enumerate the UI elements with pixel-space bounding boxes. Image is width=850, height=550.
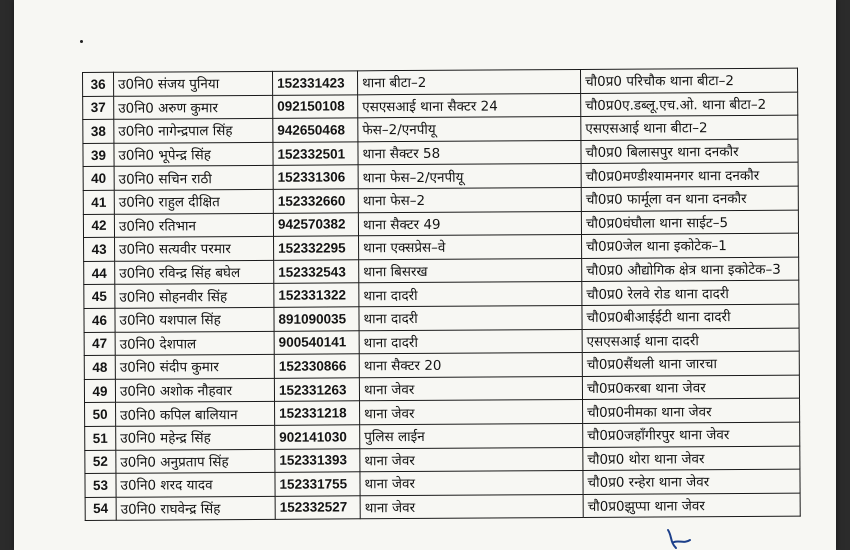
- table-row: [85, 493, 800, 521]
- serial-number-cell: 40: [83, 167, 114, 191]
- serial-number-cell: 45: [84, 285, 115, 309]
- serial-number-cell: 39: [83, 143, 114, 167]
- ink-dot: [80, 40, 83, 43]
- current-posting-cell: थाना सैक्टर 20: [359, 353, 582, 378]
- mobile-number-cell: 152332660: [273, 189, 358, 213]
- officer-name-cell: उ0नि0 राहुल दीक्षित: [114, 189, 273, 214]
- officer-name-cell: उ0नि0 संजय पुनिया: [114, 71, 273, 96]
- serial-number-cell: 53: [85, 473, 116, 497]
- serial-number-cell: 47: [84, 332, 115, 356]
- current-posting-cell: थाना जेवर: [359, 376, 582, 401]
- officer-name-cell: उ0नि0 राघवेन्द्र सिंह: [116, 496, 275, 521]
- officer-name-cell: उ0नि0 सोहनवीर सिंह: [115, 284, 274, 309]
- mobile-number-cell: 152331218: [275, 401, 360, 425]
- mobile-number-cell: 942650468: [273, 118, 358, 142]
- pen-mark: [664, 528, 694, 550]
- mobile-number-cell: 900540141: [274, 330, 359, 354]
- new-posting-cell: चौ0प्र0 औद्योगिक क्षेत्र थाना इकोटेक–3: [582, 257, 799, 282]
- serial-number-cell: 54: [85, 497, 116, 521]
- current-posting-cell: थाना फेस–2/एनपीयू: [358, 164, 581, 189]
- serial-number-cell: 51: [85, 426, 116, 450]
- current-posting-cell: थाना सैक्टर 58: [358, 140, 581, 165]
- new-posting-cell: चौ0प्र0ए.डब्लू.एच.ओ. थाना बीटा–2: [581, 92, 798, 117]
- serial-number-cell: 37: [83, 96, 114, 120]
- new-posting-cell: चौ0प्र0जेल थाना इकोटेक–1: [582, 233, 799, 258]
- officer-name-cell: उ0नि0 अरुण कुमार: [114, 95, 273, 120]
- current-posting-cell: थाना सैक्टर 49: [358, 211, 581, 236]
- serial-number-cell: 41: [83, 190, 114, 214]
- new-posting-cell: चौ0प्र0 रन्हेरा थाना जेवर: [583, 469, 800, 494]
- serial-number-cell: 46: [84, 308, 115, 332]
- current-posting-cell: थाना जेवर: [360, 447, 583, 472]
- current-posting-cell: थाना दादरी: [359, 305, 582, 330]
- current-posting-cell: थाना दादरी: [359, 282, 582, 307]
- mobile-number-cell: 942570382: [273, 212, 358, 236]
- officer-name-cell: उ0नि0 सत्यवीर परमार: [115, 236, 274, 261]
- current-posting-cell: थाना जेवर: [360, 471, 583, 496]
- document-page: [14, 0, 836, 550]
- transfer-table: [82, 68, 801, 522]
- current-posting-cell: थाना जेवर: [360, 400, 583, 425]
- current-posting-cell: फेस–2/एनपीयू: [358, 117, 581, 142]
- new-posting-cell: चौ0प्र0 थोरा थाना जेवर: [583, 446, 800, 471]
- serial-number-cell: 43: [84, 237, 115, 261]
- new-posting-cell: एसएसआई थाना बीटा–2: [581, 115, 798, 140]
- current-posting-cell: थाना बिसरख: [359, 258, 582, 283]
- new-posting-cell: चौ0प्र0बीआईईटी थाना दादरी: [582, 304, 799, 329]
- mobile-number-cell: 152332295: [274, 236, 359, 260]
- new-posting-cell: चौ0प्र0करबा थाना जेवर: [582, 375, 799, 400]
- mobile-number-cell: 152332543: [274, 260, 359, 284]
- officer-name-cell: उ0नि0 संदीप कुमार: [115, 354, 274, 379]
- mobile-number-cell: 152331423: [272, 71, 357, 95]
- new-posting-cell: चौ0प्र0झुप्पा थाना जेवर: [583, 493, 800, 518]
- mobile-number-cell: 152332501: [273, 142, 358, 166]
- officer-name-cell: उ0नि0 सचिन राठी: [114, 166, 273, 191]
- officer-name-cell: उ0नि0 महेन्द्र सिंह: [116, 425, 275, 450]
- officer-name-cell: उ0नि0 रतिभान: [114, 213, 273, 238]
- current-posting-cell: थाना दादरी: [359, 329, 582, 354]
- mobile-number-cell: 902141030: [275, 425, 360, 449]
- serial-number-cell: 44: [84, 261, 115, 285]
- new-posting-cell: चौ0प्र0मण्डीश्यामनगर थाना दनकौर: [581, 163, 798, 188]
- officer-name-cell: उ0नि0 अनुप्रताप सिंह: [116, 449, 275, 474]
- new-posting-cell: चौ0प्र0 परिचौक थाना बीटा–2: [580, 68, 797, 93]
- officer-name-cell: उ0नि0 अशोक नौहवार: [115, 378, 274, 403]
- new-posting-cell: चौ0प्र0घंघौला थाना साईट–5: [581, 210, 798, 235]
- mobile-number-cell: 152332527: [275, 495, 360, 519]
- current-posting-cell: एसएसआई थाना सैक्टर 24: [358, 93, 581, 118]
- serial-number-cell: 49: [84, 379, 115, 403]
- officer-name-cell: उ0नि0 यशपाल सिंह: [115, 307, 274, 332]
- serial-number-cell: 48: [84, 355, 115, 379]
- current-posting-cell: थाना फेस–2: [358, 187, 581, 212]
- new-posting-cell: चौ0प्र0 बिलासपुर थाना दनकौर: [581, 139, 798, 164]
- serial-number-cell: 50: [85, 403, 116, 427]
- current-posting-cell: थाना जेवर: [360, 494, 583, 519]
- mobile-number-cell: 152331306: [273, 165, 358, 189]
- new-posting-cell: चौ0प्र0नीमका थाना जेवर: [583, 398, 800, 423]
- officer-name-cell: उ0नि0 रविन्द्र सिंह बघेल: [115, 260, 274, 285]
- new-posting-cell: चौ0प्र0 रेलवे रोड थाना दादरी: [582, 280, 799, 305]
- current-posting-cell: थाना एक्सप्रेस–वे: [359, 235, 582, 260]
- officer-name-cell: उ0नि0 शरद यादव: [116, 472, 275, 497]
- new-posting-cell: एसएसआई थाना दादरी: [582, 328, 799, 353]
- officer-name-cell: उ0नि0 देशपाल: [115, 331, 274, 356]
- table-body: [83, 68, 801, 521]
- serial-number-cell: 52: [85, 450, 116, 474]
- serial-number-cell: 36: [83, 72, 114, 96]
- officer-name-cell: उ0नि0 कपिल बालियान: [116, 402, 275, 427]
- officer-name-cell: उ0नि0 नागेन्द्रपाल सिंह: [114, 119, 273, 144]
- serial-number-cell: 42: [83, 214, 114, 238]
- serial-number-cell: 38: [83, 119, 114, 143]
- new-posting-cell: चौ0प्र0जहाँगीरपुर थाना जेवर: [583, 422, 800, 447]
- current-posting-cell: थाना बीटा–2: [357, 69, 580, 94]
- mobile-number-cell: 152331755: [275, 472, 360, 496]
- mobile-number-cell: 152331393: [275, 448, 360, 472]
- mobile-number-cell: 891090035: [274, 307, 359, 331]
- officer-name-cell: उ0नि0 भूपेन्द्र सिंह: [114, 142, 273, 167]
- new-posting-cell: चौ0प्र0 फार्मूला वन थाना दनकौर: [581, 186, 798, 211]
- mobile-number-cell: 152330866: [274, 354, 359, 378]
- mobile-number-cell: 152331322: [274, 283, 359, 307]
- mobile-number-cell: 152331263: [274, 378, 359, 402]
- current-posting-cell: पुलिस लाईन: [360, 423, 583, 448]
- mobile-number-cell: 092150108: [273, 94, 358, 118]
- new-posting-cell: चौ0प्र0सैंथली थाना जारचा: [582, 351, 799, 376]
